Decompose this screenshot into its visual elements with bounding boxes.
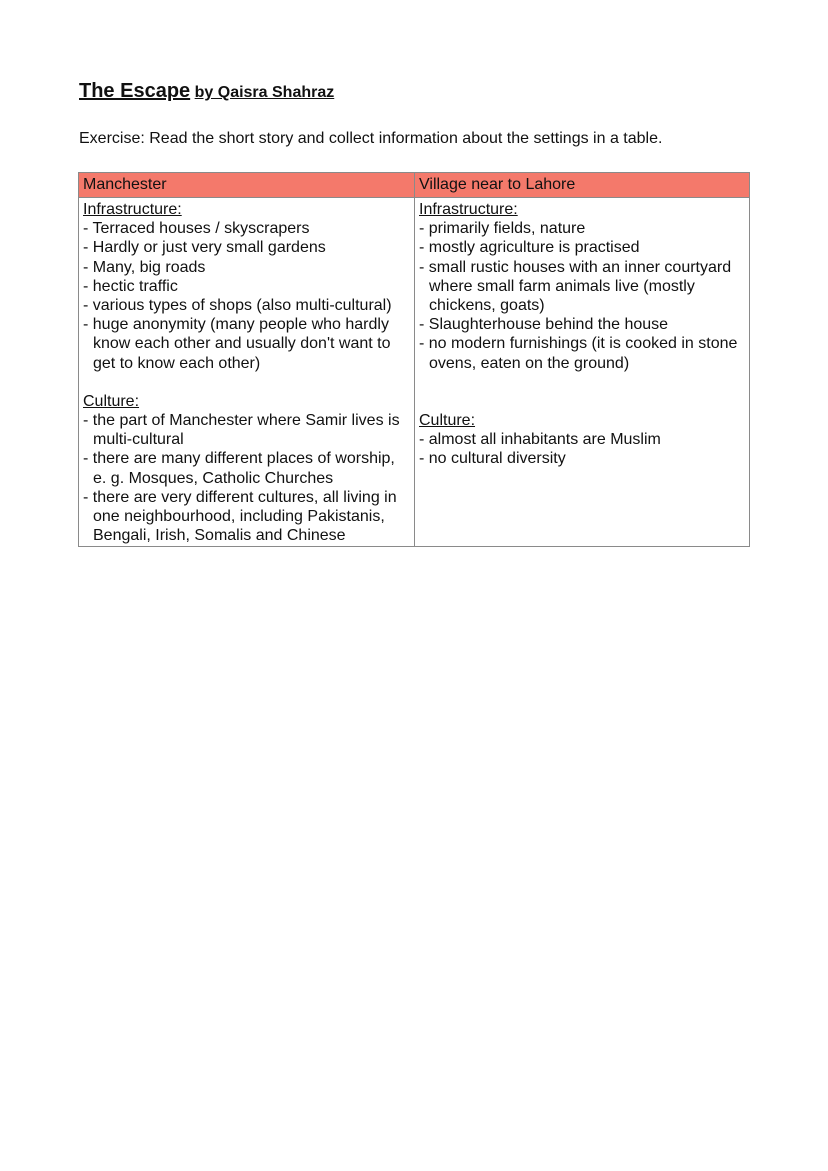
manchester-infrastructure-heading: Infrastructure: xyxy=(83,201,182,218)
settings-table xyxy=(78,172,750,547)
story-title: The Escape xyxy=(79,80,191,102)
manchester-cell xyxy=(79,198,415,547)
list-item: - mostly agriculture is practised xyxy=(419,239,640,257)
header-village: Village near to Lahore xyxy=(415,173,750,198)
list-item: - Many, big roads xyxy=(83,258,206,276)
list-item: - small rustic houses with an inner courtyard where small farm animals live (mostly chickens, goats) xyxy=(419,258,732,315)
list-item: - primarily fields, nature xyxy=(419,220,586,238)
table-header-row xyxy=(79,173,750,198)
list-item: - there are very different cultures, all living in one neighbourhood, including Pakistanis, Bengali, Irish, Somalis and Chinese xyxy=(83,488,397,545)
list-item: - no cultural diversity xyxy=(419,450,566,468)
list-item: - various types of shops (also multi-cultural) xyxy=(83,297,392,315)
document-title xyxy=(79,80,334,103)
spacer xyxy=(83,373,410,392)
spacer xyxy=(419,373,745,411)
list-item: - huge anonymity (many people who hardly know each other and usually don't want to get to know each other) xyxy=(83,316,391,372)
manchester-culture-heading: Culture: xyxy=(83,392,140,410)
village-cell xyxy=(415,198,750,547)
list-item: - hectic traffic xyxy=(83,277,178,295)
list-item: - the part of Manchester where Samir lives is multi-cultural xyxy=(83,412,400,449)
village-culture-heading: Culture: xyxy=(419,411,476,429)
list-item: - Hardly or just very small gardens xyxy=(83,239,326,257)
list-item: - almost all inhabitants are Muslim xyxy=(419,431,661,449)
exercise-instruction: Exercise: Read the short story and collect information about the settings in a table. xyxy=(79,130,663,147)
table-row xyxy=(79,198,750,547)
header-manchester: Manchester xyxy=(79,173,415,198)
village-infrastructure-heading: Infrastructure: xyxy=(419,201,518,218)
list-item: - Terraced houses / skyscrapers xyxy=(83,220,310,238)
list-item: - Slaughterhouse behind the house xyxy=(419,316,669,334)
list-item: - no modern furnishings (it is cooked in stone ovens, eaten on the ground) xyxy=(419,335,738,372)
story-author: by Qaisra Shahraz xyxy=(194,84,335,101)
list-item: - there are many different places of worship, e. g. Mosques, Catholic Churches xyxy=(83,450,395,487)
